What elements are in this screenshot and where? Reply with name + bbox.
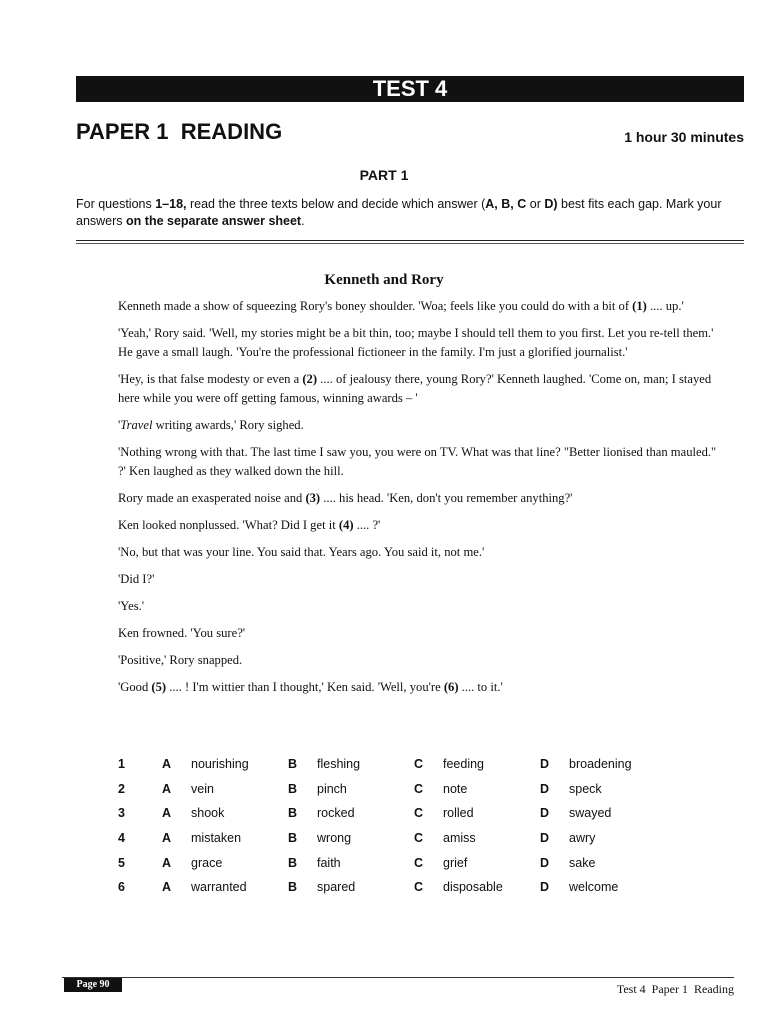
divider — [76, 240, 744, 241]
text: .... ! I'm wittier than I thought,' Ken said. 'Well, you're — [166, 680, 444, 694]
option-b: fleshing — [317, 757, 361, 772]
question-number: 4 — [118, 831, 125, 846]
paragraph: 'Did I?' — [118, 572, 155, 586]
option-letter: C — [414, 806, 424, 821]
text: Kenneth made a show of squeezing Rory's boney shoulder. 'Woa; feels like you could do with a bit of — [118, 299, 633, 313]
text: 'Good — [118, 680, 152, 694]
option-a: nourishing — [191, 757, 249, 772]
option-b: rocked — [317, 806, 355, 821]
text: writing awards,' Rory sighed. — [152, 418, 304, 432]
question-number: 6 — [118, 880, 125, 895]
answer-row — [118, 801, 669, 826]
paragraph: 'Positive,' Rory snapped. — [118, 653, 243, 667]
option-letter: A — [162, 855, 172, 870]
answer-row — [118, 875, 669, 900]
text: .... to it.' — [458, 680, 503, 694]
option-b: wrong — [317, 831, 352, 846]
running-footer: Test 4 Paper 1 Reading — [616, 982, 734, 996]
answer-row — [118, 826, 669, 851]
option-letter: C — [414, 781, 424, 796]
paragraph — [118, 297, 718, 316]
instructions-answer-sheet: on the separate answer sheet — [126, 214, 302, 228]
text: .... ?' — [353, 518, 381, 532]
divider — [76, 243, 744, 244]
option-letter: C — [414, 757, 424, 772]
option-letter: A — [162, 806, 172, 821]
paragraph — [118, 370, 718, 408]
story-text — [118, 297, 718, 705]
option-a: vein — [191, 781, 214, 796]
paragraph — [118, 416, 718, 435]
story-title: Kenneth and Rory — [324, 272, 444, 288]
text: .... of jealousy there, young Rory?' Kenneth laughed. 'Come on, man; I stayed here while you were off getting famous, winning awards – ' — [118, 372, 712, 405]
gap-3: (3) — [305, 491, 321, 505]
duration-label: 1 hour 30 minutes — [624, 129, 744, 145]
option-letter: A — [162, 831, 172, 846]
paragraph: 'Yes.' — [118, 599, 145, 613]
instructions-text: For questions — [76, 197, 156, 211]
option-a: shook — [191, 806, 225, 821]
option-letter: B — [288, 880, 298, 895]
option-c: feeding — [443, 757, 485, 772]
option-letter: C — [414, 880, 424, 895]
gap-4: (4) — [338, 518, 354, 532]
paragraph: 'Nothing wrong with that. The last time I saw you, you were on TV. What was that line? "Better lionised than mauled." ?' Ken laughed as they walked down the hill. — [118, 445, 717, 478]
option-d: sake — [569, 855, 596, 870]
option-c: note — [443, 781, 468, 796]
option-letter: C — [414, 831, 424, 846]
instructions-range: 1–18, — [155, 197, 187, 211]
option-letter: A — [162, 781, 172, 796]
instructions-options: A, B, C — [485, 197, 527, 211]
instructions-text: best fits each gap. Mark your answers — [76, 197, 722, 228]
option-letter: A — [162, 880, 172, 895]
option-d: welcome — [569, 880, 619, 895]
option-letter: D — [540, 855, 550, 870]
instructions-option-d: D) — [544, 197, 558, 211]
question-number: 3 — [118, 806, 125, 821]
answer-row — [118, 752, 669, 777]
gap-5: (5) — [151, 680, 167, 694]
option-b: faith — [317, 855, 341, 870]
option-d: speck — [569, 781, 602, 796]
gap-6: (6) — [443, 680, 459, 694]
option-letter: D — [540, 880, 550, 895]
instructions — [76, 196, 746, 230]
option-c: disposable — [443, 880, 503, 895]
paragraph — [118, 516, 718, 535]
page-number-badge: Page 90 — [64, 978, 122, 992]
option-letter: D — [540, 781, 550, 796]
paragraph — [118, 489, 718, 508]
option-c: grief — [443, 855, 468, 870]
paragraph: 'No, but that was your line. You said that. Years ago. You said it, not me.' — [118, 545, 485, 559]
instructions-text: . — [301, 214, 305, 228]
option-c: amiss — [443, 831, 476, 846]
text: 'Hey, is that false modesty or even a — [118, 372, 303, 386]
text: .... up.' — [646, 299, 684, 313]
instructions-text: or — [526, 197, 545, 211]
option-b: spared — [317, 880, 356, 895]
option-letter: B — [288, 831, 298, 846]
option-letter: A — [162, 757, 172, 772]
paragraph — [118, 678, 718, 697]
text: Ken looked nonplussed. 'What? Did I get it — [118, 518, 339, 532]
option-a: warranted — [191, 880, 247, 895]
test-banner: TEST 4 — [76, 76, 744, 102]
paragraph: Ken frowned. 'You sure?' — [118, 626, 246, 640]
option-a: grace — [191, 855, 223, 870]
option-letter: D — [540, 806, 550, 821]
question-number: 5 — [118, 855, 125, 870]
instructions-text: read the three texts below and decide which answer ( — [186, 197, 486, 211]
option-a: mistaken — [191, 831, 242, 846]
gap-1: (1) — [632, 299, 647, 313]
answer-row — [118, 777, 669, 802]
option-letter: B — [288, 806, 298, 821]
text: ' — [118, 418, 121, 432]
option-letter: D — [540, 831, 550, 846]
option-d: broadening — [569, 757, 632, 772]
option-letter: C — [414, 855, 424, 870]
question-number: 1 — [118, 757, 125, 772]
text: Rory made an exasperated noise and — [118, 491, 306, 505]
option-c: rolled — [443, 806, 474, 821]
option-b: pinch — [317, 781, 347, 796]
option-d: awry — [569, 831, 596, 846]
footer-divider — [62, 977, 734, 978]
option-letter: B — [288, 855, 298, 870]
text: .... his head. 'Ken, don't you remember anything?' — [320, 491, 573, 505]
part-title: PART 1 — [359, 167, 409, 183]
answer-row — [118, 850, 669, 875]
option-letter: D — [540, 757, 550, 772]
paper-title: PAPER 1 READING — [76, 119, 283, 144]
italic-text: Travel — [120, 418, 153, 432]
question-number: 2 — [118, 781, 125, 796]
answer-options-table — [118, 752, 669, 900]
option-letter: B — [288, 781, 298, 796]
paragraph: 'Yeah,' Rory said. 'Well, my stories might be a bit thin, too; maybe I should tell them to you first. Let you re-tell them.' He gave a small laugh. 'You're the professional fictioneer in the family. I'm just a glorified journalist.' — [118, 326, 714, 359]
gap-2: (2) — [302, 372, 318, 386]
option-letter: B — [288, 757, 298, 772]
option-d: swayed — [569, 806, 612, 821]
